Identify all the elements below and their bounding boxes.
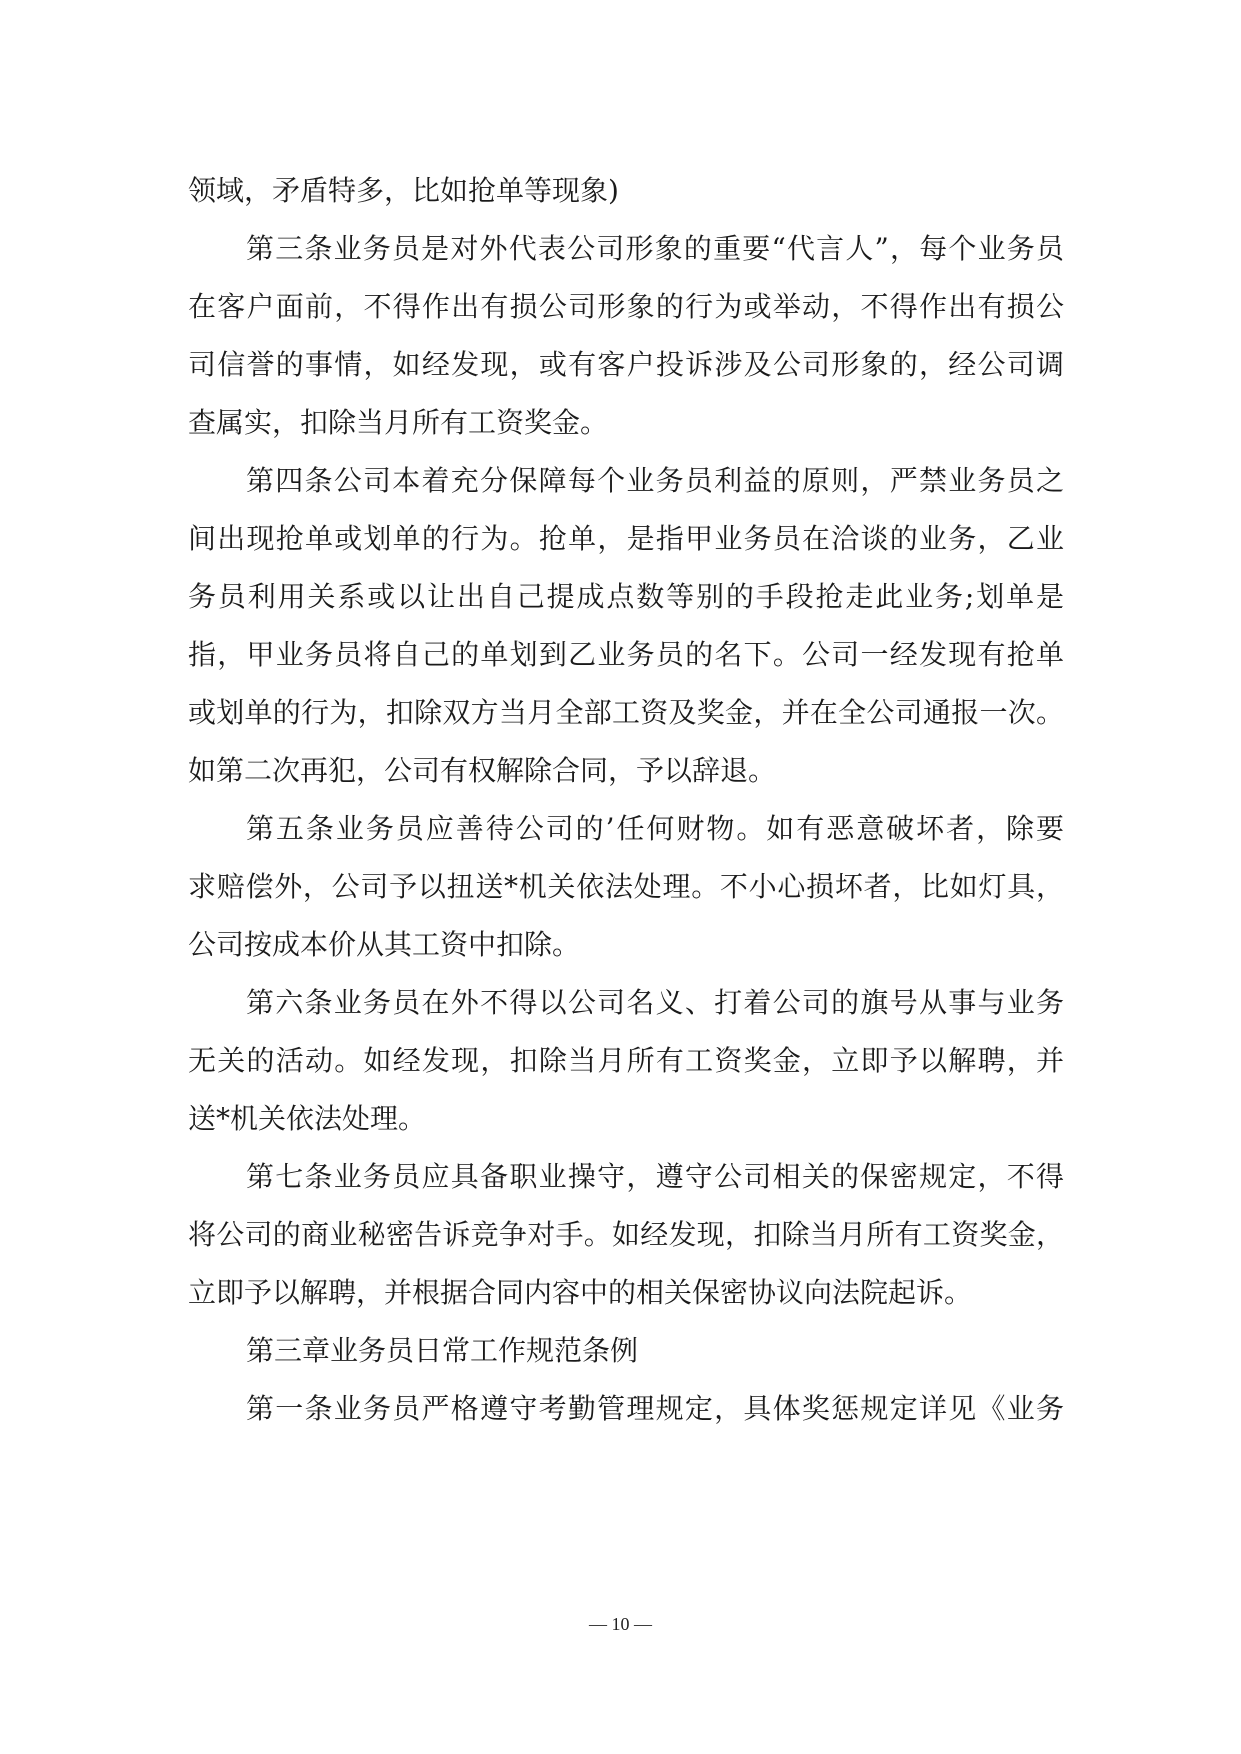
- page-number: — 10 —: [589, 1614, 652, 1634]
- text-line: 如第二次再犯，公司有权解除合同，予以辞退。: [188, 754, 777, 787]
- text-line: 送*机关依法处理。: [188, 1102, 427, 1135]
- text-line: 指，甲业务员将自己的单划到乙业务员的名下。公司一经发现有抢单: [188, 638, 1064, 671]
- text-line: 立即予以解聘，并根据合同内容中的相关保密协议向法院起诉。: [188, 1276, 973, 1309]
- text-line: 无关的活动。如经发现，扣除当月所有工资奖金，立即予以解聘，并: [188, 1044, 1064, 1077]
- text-line: 务员利用关系或以让出自己提成点数等别的手段抢走此业务;划单是: [188, 580, 1064, 613]
- text-line: 或划单的行为，扣除双方当月全部工资及奖金，并在全公司通报一次。: [188, 696, 1064, 729]
- text-line: 第七条业务员应具备职业操守，遵守公司相关的保密规定，不得: [246, 1160, 1064, 1193]
- text-line: 在客户面前，不得作出有损公司形象的行为或举动，不得作出有损公: [188, 290, 1064, 323]
- text-line: 公司按成本价从其工资中扣除。: [188, 928, 581, 961]
- text-line: 第四条公司本着充分保障每个业务员利益的原则，严禁业务员之: [246, 464, 1064, 497]
- text-line: 将公司的商业秘密告诉竞争对手。如经发现，扣除当月所有工资奖金，: [188, 1218, 1064, 1251]
- text-line: 司信誉的事情，如经发现，或有客户投诉涉及公司形象的，经公司调: [188, 348, 1064, 381]
- text-line: 第六条业务员在外不得以公司名义、打着公司的旗号从事与业务: [246, 986, 1064, 1019]
- text-line: 第三条业务员是对外代表公司形象的重要“代言人”，每个业务员: [246, 232, 1064, 265]
- text-line: 求赔偿外，公司予以扭送*机关依法处理。不小心损坏者，比如灯具，: [188, 870, 1064, 903]
- text-line: 间出现抢单或划单的行为。抢单，是指甲业务员在洽谈的业务，乙业: [188, 522, 1064, 555]
- text-line: 第五条业务员应善待公司的’任何财物。如有恶意破坏者，除要: [246, 812, 1064, 845]
- text-line: 第一条业务员严格遵守考勤管理规定，具体奖惩规定详见《业务: [246, 1392, 1064, 1425]
- text-line: 查属实，扣除当月所有工资奖金。: [188, 406, 609, 439]
- document-body: [188, 162, 1064, 1438]
- chapter-heading: 第三章业务员日常工作规范条例: [246, 1334, 639, 1367]
- text-line: 领域，矛盾特多，比如抢单等现象): [188, 174, 619, 207]
